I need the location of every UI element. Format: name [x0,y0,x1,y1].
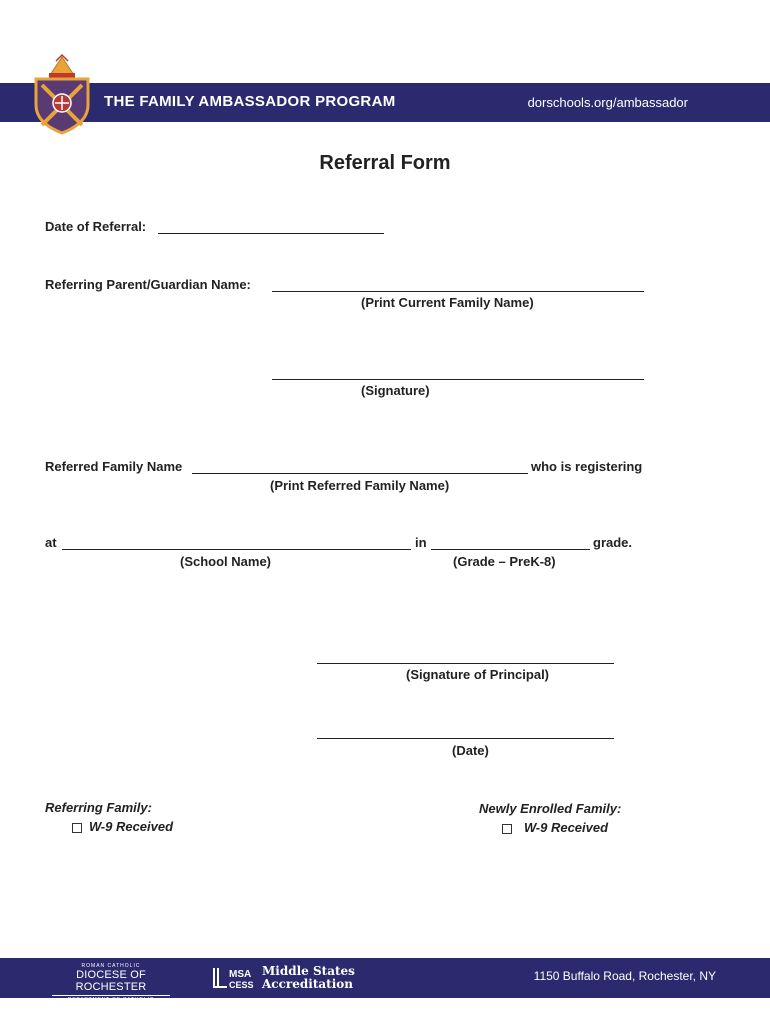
date-field[interactable] [317,738,614,739]
grade-suffix: grade. [593,535,633,550]
signature-field[interactable] [272,379,644,380]
grade-caption: (Grade – PreK-8) [453,554,556,569]
in-label: in [415,535,427,550]
at-label: at [45,535,57,550]
msa-logo-icon [212,966,256,990]
referred-family-field[interactable] [192,473,528,474]
newly-enrolled-w9-checkbox-icon[interactable] [502,824,512,834]
who-is-registering-text: who is registering [531,459,643,474]
school-name-field[interactable] [62,549,411,550]
date-of-referral-label: Date of Referral: [45,219,147,234]
diocese-logo [52,963,170,1009]
svg-text:MSA: MSA [229,969,252,980]
referred-family-label: Referred Family Name [45,459,183,474]
referring-parent-label: Referring Parent/Guardian Name: [45,277,251,292]
principal-signature-caption: (Signature of Principal) [406,667,550,682]
diocese-crest-icon [28,53,96,135]
school-name-caption: (School Name) [180,554,272,569]
msa-accreditation [262,965,355,991]
diocese-sub-text: DEPARTMENT OF CATHOLIC SCHOOLS [67,997,155,1009]
diocese-name: DIOCESE OF ROCHESTER [52,969,170,996]
signature-caption: (Signature) [361,383,430,398]
print-referred-family-caption: (Print Referred Family Name) [270,478,450,493]
grade-field[interactable] [431,549,590,550]
referring-w9-checkbox-icon[interactable] [72,823,82,833]
svg-text:CESS: CESS [229,980,254,990]
principal-signature-field[interactable] [317,663,614,664]
form-title: Referral Form [319,152,451,174]
print-current-family-caption: (Print Current Family Name) [361,295,534,310]
referring-family-heading: Referring Family: [45,800,152,815]
referring-w9-label: W-9 Received [89,819,174,834]
msa-line2: Accreditation [262,977,353,991]
newly-enrolled-heading: Newly Enrolled Family: [479,801,622,816]
footer-address: 1150 Buffalo Road, Rochester, NY [533,969,716,983]
program-title: THE FAMILY AMBASSADOR PROGRAM [104,93,396,110]
newly-enrolled-w9-label: W-9 Received [524,820,609,835]
date-caption: (Date) [452,743,489,758]
program-url[interactable]: dorschools.org/ambassador [527,95,688,110]
referring-parent-field[interactable] [272,291,644,292]
diocese-small-text: ROMAN CATHOLIC [81,963,141,969]
msa-line1: Middle States [262,964,355,978]
date-of-referral-field[interactable] [158,233,384,234]
